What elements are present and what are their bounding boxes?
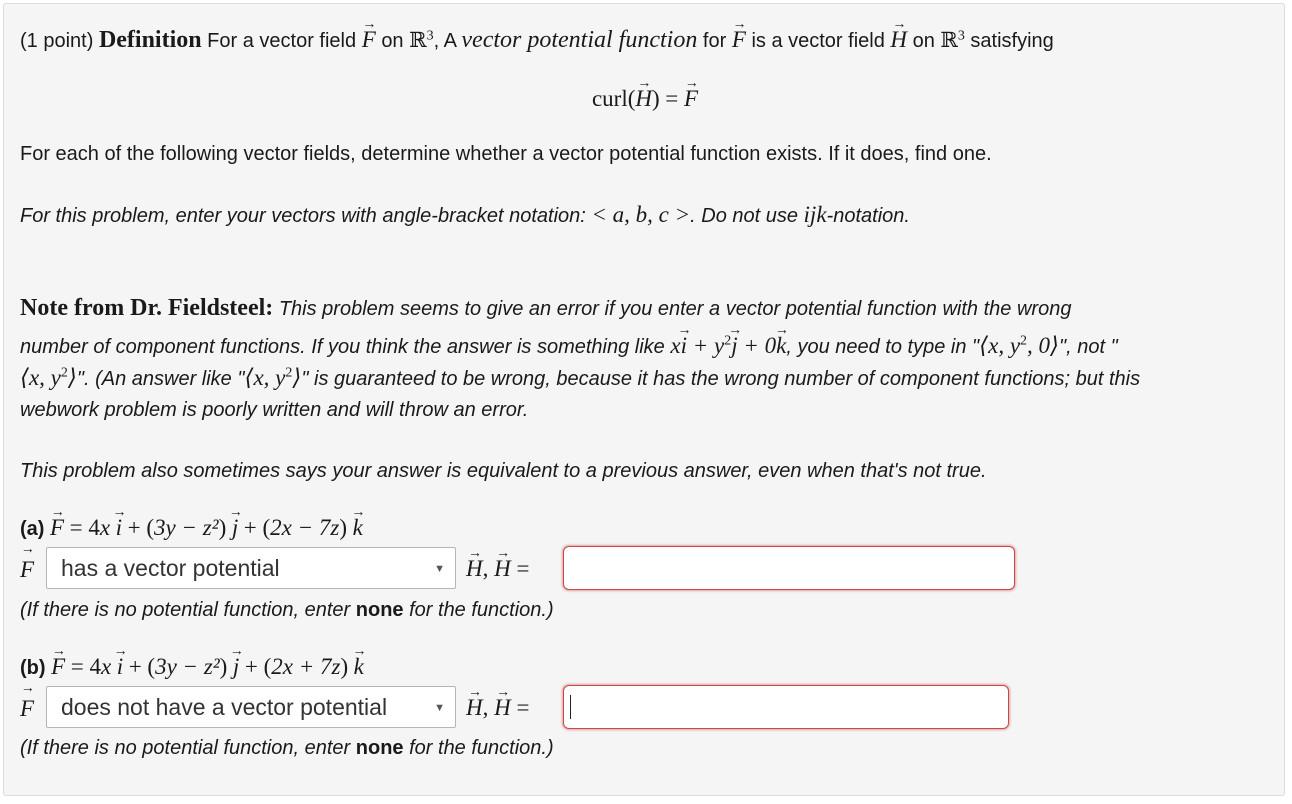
hint-text: for the function.) [409, 737, 554, 759]
part-b-potential-select[interactable] [46, 686, 456, 728]
unit-k: k → [353, 516, 363, 540]
example-vector-2: ⟨x, $y^2⟩$ [20, 365, 77, 390]
part-b-hint [20, 736, 554, 760]
reals-symbol: ℝ [409, 28, 427, 52]
unit-k: k → [354, 655, 364, 679]
dropdown-arrow-icon: ▼ [434, 563, 445, 575]
vector-F: F → [20, 557, 34, 583]
part-b-answer-input[interactable] [563, 685, 1009, 729]
intro-text: , A [433, 30, 456, 52]
intro-text: satisfying [970, 30, 1054, 52]
y-component: 3y − z² [155, 654, 220, 679]
vector-potential-phrase: vector potential function [461, 27, 698, 53]
vector-F: F → [50, 516, 64, 540]
notation-instructions [20, 203, 910, 228]
note-text: " is guaranteed to be wrong, because it has the wrong number of component functions; but this [301, 368, 1141, 390]
unit-i: i → [116, 516, 122, 540]
curl-equation: curl(H →) = F → [4, 87, 1286, 112]
part-b-answer-wrapper [563, 685, 1009, 729]
note-line-2 [20, 334, 1118, 359]
example-vector-2: ⟨x, $y^2⟩$ [244, 365, 302, 390]
note-text: , you need to type in " [786, 336, 980, 358]
x-coefficient: 4 [89, 654, 101, 679]
part-b-field: (b) F → = 4x i → + (3y − z²) j → + (2x + 7z) k → [20, 655, 364, 680]
vector-F: F → [684, 87, 698, 111]
hint-text: (If there is no potential function, enter [20, 737, 351, 759]
notation-text: . Do not use [690, 205, 798, 227]
intro-text: for [702, 30, 727, 52]
part-a-label: (a) [20, 518, 45, 540]
hint-text: (If there is no potential function, enter [20, 599, 351, 621]
part-a-hint [20, 598, 554, 622]
problem-panel [3, 3, 1285, 796]
reals-symbol: ℝ [940, 28, 958, 52]
notation-text: -notation. [826, 205, 910, 227]
note-line-4: webwork problem is poorly written and will throw an error. [20, 399, 529, 421]
intro-text: on [912, 30, 935, 52]
points-label: (1 point) [20, 30, 94, 52]
vector-F: F → [732, 28, 746, 52]
example-vector-3: ⟨x, $y^2$, 0⟩ [979, 333, 1060, 358]
note-text: number of component functions. If you think the answer is something like [20, 336, 665, 358]
intro-line [20, 28, 1054, 53]
exponent: 3 [957, 28, 965, 44]
part-b-h-label: H →, H → = [466, 696, 529, 721]
part-a-answer-input[interactable] [563, 546, 1015, 590]
note-line-3 [20, 366, 1140, 391]
ijk-notation: ijk [803, 202, 827, 227]
example-vector-ijk: xi → + $y^2j$ → + 0k → [670, 333, 786, 358]
vector-H: H → [494, 557, 511, 581]
vector-F: F → [51, 655, 65, 679]
hint-text: for the function.) [409, 599, 554, 621]
part-a-potential-select[interactable] [46, 547, 456, 589]
notation-text: For this problem, enter your vectors with angle-bracket notation: [20, 205, 586, 227]
vector-H: H → [494, 696, 511, 720]
vector-H: H → [635, 87, 652, 111]
unit-j: j → [233, 655, 239, 679]
exponent: 3 [426, 28, 434, 44]
dropdown-arrow-icon: ▼ [434, 702, 445, 714]
note-text: ", not " [1059, 336, 1118, 358]
z-component: 2x − 7z [270, 515, 340, 540]
part-b-label: (b) [20, 657, 46, 679]
vector-H: H → [466, 696, 483, 720]
y-component: 3y − z² [154, 515, 219, 540]
note-equivalence: This problem also sometimes says your answer is equivalent to a previous answer, even when that's not true. [20, 460, 987, 482]
definition-label: Definition [98, 27, 202, 53]
note-line-1 [20, 296, 1071, 321]
text-caret [570, 695, 571, 719]
note-author: Note from Dr. Fieldsteel: [20, 295, 274, 321]
part-a-field: (a) F → = 4x i → + (3y − z²) j → + (2x − 7z) k → [20, 516, 363, 541]
hint-keyword: none [355, 599, 404, 621]
vector-F: F → [362, 28, 376, 52]
note-text: This problem seems to give an error if you enter a vector potential function with the wrong [278, 298, 1072, 320]
intro-text: is a vector field [751, 30, 885, 52]
hint-keyword: none [355, 737, 404, 759]
select-value: has a vector potential [61, 555, 280, 581]
select-value: does not have a vector potential [61, 694, 388, 720]
note-text: ". (An answer like " [76, 368, 245, 390]
vector-H: H → [890, 28, 907, 52]
unit-i: i → [117, 655, 123, 679]
curl-operator: curl [591, 86, 628, 111]
intro-text: on [381, 30, 404, 52]
instructions-text: For each of the following vector fields, determine whether a vector potential function exists. If it does, find one. [20, 143, 992, 165]
part-a-h-label: H →, H → = [466, 557, 529, 582]
vector-F: F → [20, 696, 34, 722]
vector-H: H → [466, 557, 483, 581]
intro-text: For a vector field [207, 30, 357, 52]
z-component: 2x + 7z [271, 654, 341, 679]
angle-bracket-example: < a, b, c > [591, 202, 691, 227]
unit-j: j → [232, 516, 238, 540]
x-coefficient: 4 [88, 515, 100, 540]
